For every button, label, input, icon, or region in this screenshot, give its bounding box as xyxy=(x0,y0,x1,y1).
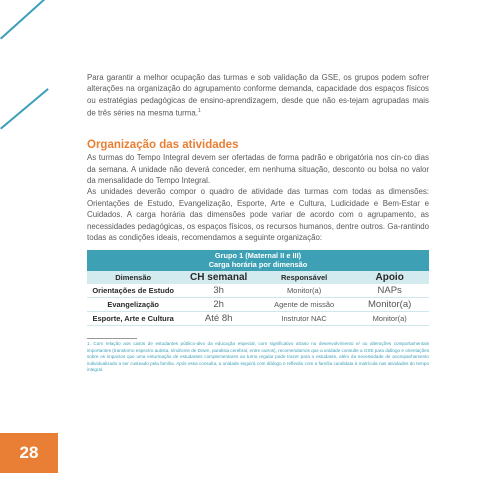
section-title: Organização das atividades xyxy=(87,139,239,152)
page-content xyxy=(87,72,429,373)
section-paragraph-2: As unidades deverão compor o quadro de atividade das turmas com todas as dimensões: Orientações de Estudo, Evangelização, Esporte, Arte e Cultura, Ludicidade e Bem-Estar e Cuidados. A carga horária das dimensões pode variar de acordo com o agrupamento, as necessidades pedagógicas, os espaços físicos, os recursos humanos, dentre outros. Ga-rantindo todas as condições ideais, recomendamos a seguinte organização: xyxy=(87,187,429,243)
table-caption-line-2: Carga horária por dimensão xyxy=(208,260,308,269)
cell-hours: Até 8h xyxy=(179,311,258,325)
cell-support: Monitor(a) xyxy=(350,297,429,311)
cell-support: Monitor(a) xyxy=(350,311,429,325)
table-row xyxy=(87,311,429,325)
decorative-line-top xyxy=(0,0,46,39)
decorative-line-middle xyxy=(0,88,48,129)
cell-responsible: Instrutor NAC xyxy=(258,311,350,325)
cell-responsible: Agente de missão xyxy=(258,297,350,311)
cell-support: NAPs xyxy=(350,284,429,298)
cell-dimension: Evangelização xyxy=(87,297,179,311)
header-responsavel: Responsável xyxy=(258,271,350,284)
table-row xyxy=(87,284,429,298)
section-paragraph-1: As turmas do Tempo Integral devem ser ofertadas de forma padrão e obrigatória nos cin-co dias da semana. A unidade não deverá conceder, em nenhuma situação, desconto ou bolsa no valor da mensalidade do Tempo Integral. xyxy=(87,153,429,186)
table-row xyxy=(87,297,429,311)
footnote-divider xyxy=(87,338,137,339)
cell-hours: 3h xyxy=(179,284,258,298)
intro-paragraph-text: Para garantir a melhor ocupação das turmas e sob validação da GSE, os grupos podem sofrer alterações na organização do agrupamento conforme demanda, capacidade dos espaços físicos ou estratégias pedagógicas de ensino-aprendizagem, desde que não es-tejam agrupadas mais de três séries na mesma turma. xyxy=(87,73,429,118)
cell-hours: 2h xyxy=(179,297,258,311)
footnote-text: 1. Com relação aos casos de estudantes público-alvo da educação especial, com significativo atraso no desenvolvimento e/ ou alterações comportamentais importantes (transtorno espectro autista, síndrome de Down, paralisia cerebral, entre outros), recomendamos que a unidade consulte a GSE para diálogo e orientações sobre os impactos que uma enturmação de estudantes complementares ao turno regular pode trazer para o estudante, além da necessidade de acompanhamento individualizado a ser custeado pela família. Após essa consulta, a unidade seguirá com diálogo e reflexão com a família candidata à matrícula nas atividades do tempo integral. xyxy=(87,341,429,372)
header-ch-semanal: CH semanal xyxy=(179,271,258,284)
intro-paragraph xyxy=(87,72,429,119)
footnote-reference: 1 xyxy=(197,108,201,115)
table-caption-row xyxy=(87,250,429,271)
cell-responsible: Monitor(a) xyxy=(258,284,350,298)
table-caption-line-1: Grupo 1 (Maternal II e III) xyxy=(214,250,302,260)
cell-dimension: Orientações de Estudo xyxy=(87,284,179,298)
table-caption xyxy=(87,250,429,271)
cell-dimension: Esporte, Arte e Cultura xyxy=(87,311,179,325)
page-number: 28 xyxy=(0,433,58,473)
dimension-table xyxy=(87,250,429,326)
table-header-row xyxy=(87,271,429,284)
header-apoio: Apoio xyxy=(350,271,429,284)
header-dimensao: Dimensão xyxy=(87,271,179,284)
